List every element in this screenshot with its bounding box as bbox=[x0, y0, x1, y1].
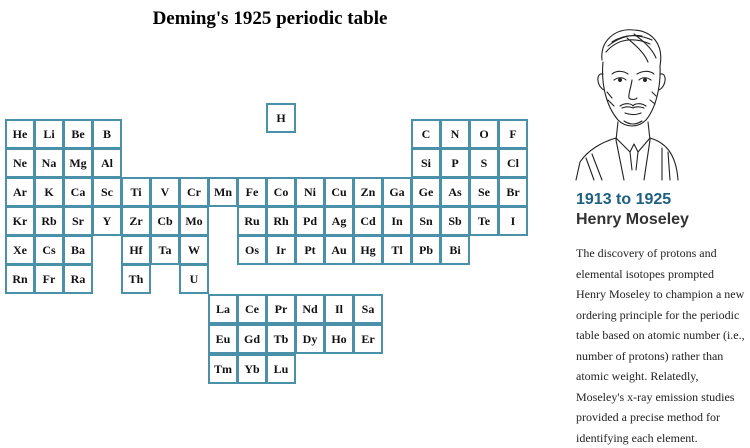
element-cell-fr: Fr bbox=[34, 264, 64, 294]
element-cell-zr: Zr bbox=[121, 206, 151, 236]
element-cell-kr: Kr bbox=[5, 206, 35, 236]
element-cell-as: As bbox=[440, 177, 470, 207]
element-cell-mo: Mo bbox=[179, 206, 209, 236]
element-cell-pt: Pt bbox=[295, 235, 325, 265]
element-cell-pr: Pr bbox=[266, 294, 296, 324]
element-cell-rb: Rb bbox=[34, 206, 64, 236]
element-cell-th: Th bbox=[121, 264, 151, 294]
element-cell-ba: Ba bbox=[63, 235, 93, 265]
element-cell-la: La bbox=[208, 294, 238, 324]
element-cell-ne: Ne bbox=[5, 148, 35, 178]
element-cell-cu: Cu bbox=[324, 177, 354, 207]
element-cell-al: Al bbox=[92, 148, 122, 178]
element-cell-zn: Zn bbox=[353, 177, 383, 207]
element-cell-pb: Pb bbox=[411, 235, 441, 265]
time-period-heading: 1913 to 1925 bbox=[576, 191, 672, 208]
element-cell-au: Au bbox=[324, 235, 354, 265]
element-cell-bi: Bi bbox=[440, 235, 470, 265]
element-cell-ar: Ar bbox=[5, 177, 35, 207]
element-cell-sn: Sn bbox=[411, 206, 441, 236]
element-cell-sc: Sc bbox=[92, 177, 122, 207]
element-cell-ca: Ca bbox=[63, 177, 93, 207]
element-cell-ir: Ir bbox=[266, 235, 296, 265]
element-cell-n: N bbox=[440, 119, 470, 149]
element-cell-o: O bbox=[469, 119, 499, 149]
element-cell-gd: Gd bbox=[237, 324, 267, 354]
element-cell-si: Si bbox=[411, 148, 441, 178]
element-cell-ra: Ra bbox=[63, 264, 93, 294]
element-cell-sb: Sb bbox=[440, 206, 470, 236]
element-cell-se: Se bbox=[469, 177, 499, 207]
element-cell-b: B bbox=[92, 119, 122, 149]
element-cell-na: Na bbox=[34, 148, 64, 178]
element-cell-ho: Ho bbox=[324, 324, 354, 354]
element-cell-ti: Ti bbox=[121, 177, 151, 207]
element-cell-xe: Xe bbox=[5, 235, 35, 265]
element-cell-p: P bbox=[440, 148, 470, 178]
element-cell-cs: Cs bbox=[34, 235, 64, 265]
element-cell-ni: Ni bbox=[295, 177, 325, 207]
element-cell-tb: Tb bbox=[266, 324, 296, 354]
element-cell-tm: Tm bbox=[208, 354, 238, 384]
element-cell-i: I bbox=[498, 206, 528, 236]
element-cell-rn: Rn bbox=[5, 264, 35, 294]
element-cell-h: H bbox=[266, 103, 296, 133]
element-cell-sa: Sa bbox=[353, 294, 383, 324]
scientist-name: Henry Moseley bbox=[576, 211, 689, 228]
element-cell-c: C bbox=[411, 119, 441, 149]
element-cell-pd: Pd bbox=[295, 206, 325, 236]
element-cell-os: Os bbox=[237, 235, 267, 265]
element-cell-yb: Yb bbox=[237, 354, 267, 384]
element-cell-cd: Cd bbox=[353, 206, 383, 236]
description-text: The discovery of protons and elemental isotopes prompted Henry Moseley to champion a new ordering principle for the periodic table based on atomic number (i.e., number of protons) rather than atomic weight. Relatedly, Moseley's x-ray emission studies provided a precise method for identifying each element. bbox=[576, 246, 745, 445]
element-cell-f: F bbox=[498, 119, 528, 149]
element-cell-y: Y bbox=[92, 206, 122, 236]
element-cell-er: Er bbox=[353, 324, 383, 354]
element-cell-be: Be bbox=[63, 119, 93, 149]
page-title: Deming's 1925 periodic table bbox=[152, 8, 388, 29]
element-cell-cl: Cl bbox=[498, 148, 528, 178]
element-cell-br: Br bbox=[498, 177, 528, 207]
henry-moseley-portrait bbox=[572, 22, 682, 182]
element-cell-te: Te bbox=[469, 206, 499, 236]
element-cell-nd: Nd bbox=[295, 294, 325, 324]
element-cell-mn: Mn bbox=[208, 177, 238, 207]
element-cell-eu: Eu bbox=[208, 324, 238, 354]
element-cell-ru: Ru bbox=[237, 206, 267, 236]
element-cell-in: In bbox=[382, 206, 412, 236]
element-cell-u: U bbox=[179, 264, 209, 294]
element-cell-cb: Cb bbox=[150, 206, 180, 236]
element-cell-mg: Mg bbox=[63, 148, 93, 178]
element-cell-sr: Sr bbox=[63, 206, 93, 236]
element-cell-dy: Dy bbox=[295, 324, 325, 354]
element-cell-ge: Ge bbox=[411, 177, 441, 207]
element-cell-w: W bbox=[179, 235, 209, 265]
element-cell-hf: Hf bbox=[121, 235, 151, 265]
element-cell-k: K bbox=[34, 177, 64, 207]
element-cell-li: Li bbox=[34, 119, 64, 149]
element-cell-cr: Cr bbox=[179, 177, 209, 207]
element-cell-ag: Ag bbox=[324, 206, 354, 236]
element-cell-hg: Hg bbox=[353, 235, 383, 265]
element-cell-ga: Ga bbox=[382, 177, 412, 207]
element-cell-fe: Fe bbox=[237, 177, 267, 207]
element-cell-s: S bbox=[469, 148, 499, 178]
element-cell-il: Il bbox=[324, 294, 354, 324]
element-cell-ce: Ce bbox=[237, 294, 267, 324]
element-cell-tl: Tl bbox=[382, 235, 412, 265]
element-cell-co: Co bbox=[266, 177, 296, 207]
element-cell-rh: Rh bbox=[266, 206, 296, 236]
element-cell-ta: Ta bbox=[150, 235, 180, 265]
element-cell-v: V bbox=[150, 177, 180, 207]
element-cell-lu: Lu bbox=[266, 354, 296, 384]
element-cell-he: He bbox=[5, 119, 35, 149]
